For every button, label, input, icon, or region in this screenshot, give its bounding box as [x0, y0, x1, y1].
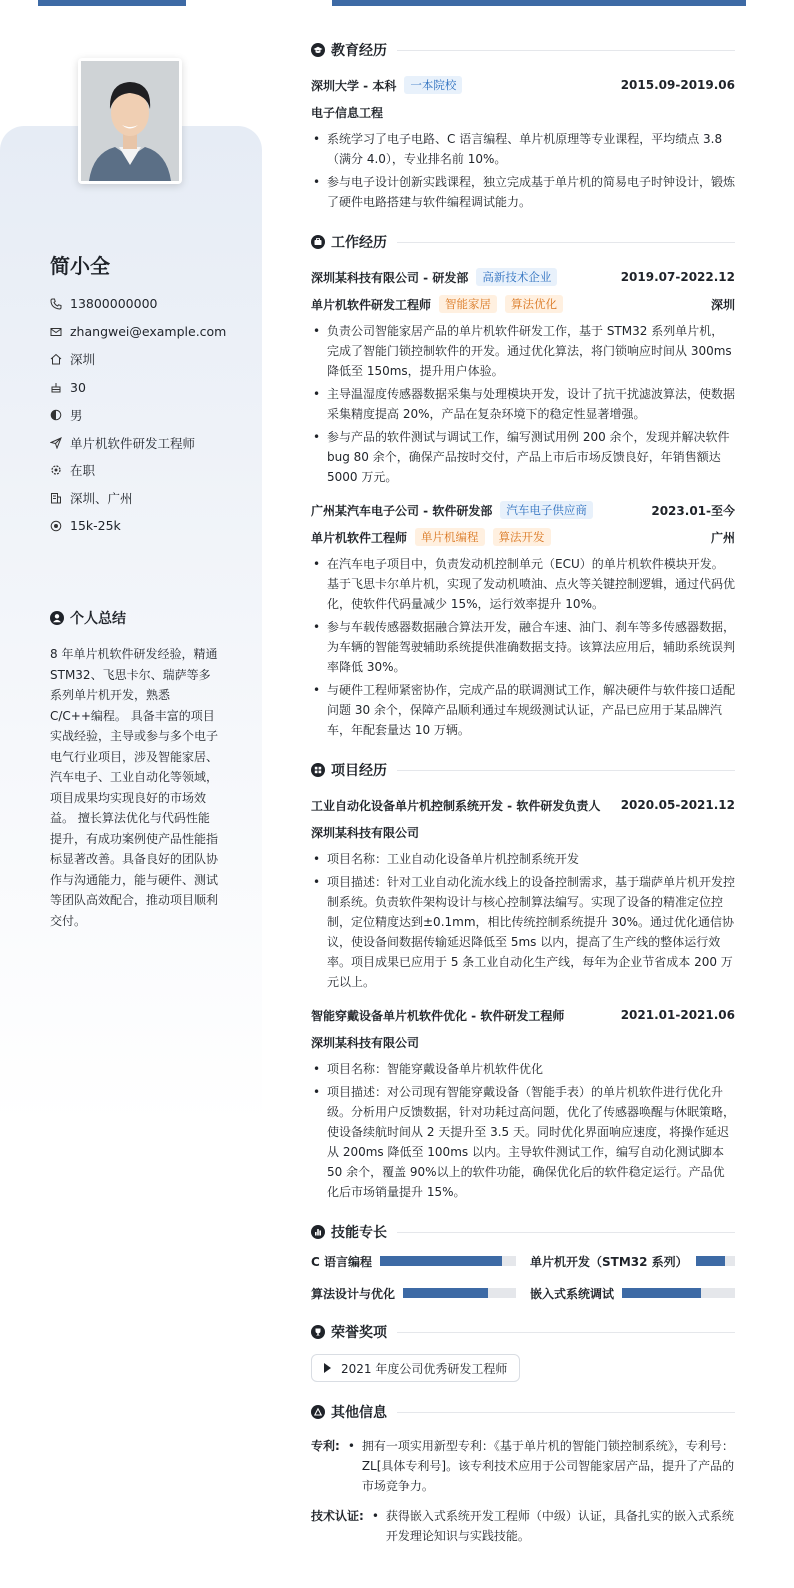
info-text: 30: [70, 379, 86, 395]
skill-item: [311, 1252, 516, 1270]
status-icon: [50, 464, 62, 476]
skill-item: [530, 1284, 735, 1302]
skill-label: 单片机开发（STM32 系列）: [530, 1254, 688, 1269]
other-row-patent: [311, 1436, 735, 1496]
list-item: • 负责公司智能家居产品的单片机软件研发工作，基于 STM32 系列单片机，完成了智能门锁控制软件的开发。通过优化算法，将门锁响应时间从 300ms 降低至 150ms，提升用户体验。: [311, 321, 735, 381]
avatar-photo: [81, 61, 179, 181]
top-accent-bar-left: [38, 0, 186, 6]
skill-tag: 智能家居: [439, 295, 497, 313]
project-entry: [311, 794, 735, 992]
skill-bar: [403, 1288, 516, 1298]
company-tag: 汽车电子供应商: [500, 501, 593, 519]
education-heading: [311, 38, 735, 62]
skill-item: [530, 1252, 735, 1270]
info-icon: [311, 1405, 325, 1419]
top-accent-bar-right: [332, 0, 746, 6]
user-icon: [50, 611, 64, 625]
section-divider: [397, 242, 735, 243]
skill-bar: [696, 1256, 735, 1266]
award-text: 2021 年度公司优秀研发工程师: [341, 1361, 508, 1376]
project-bullets: [311, 1059, 735, 1202]
skill-label: 算法设计与优化: [311, 1286, 396, 1301]
info-city: [50, 346, 250, 374]
gender-icon: [50, 409, 62, 421]
briefcase-icon: [311, 235, 325, 249]
other-key: 专利:: [311, 1439, 340, 1453]
info-gender: [50, 401, 250, 429]
skill-label: C 语言编程: [311, 1254, 372, 1269]
section-divider: [397, 1332, 735, 1333]
info-status: [50, 457, 250, 485]
mail-icon: [50, 326, 62, 338]
main-content: [311, 38, 735, 1546]
list-item: • 项目名称：智能穿戴设备单片机软件优化: [311, 1059, 735, 1079]
entry-header: [311, 266, 735, 288]
entry-subrow: [311, 293, 735, 315]
info-age: [50, 373, 250, 401]
info-text: 深圳: [70, 352, 96, 368]
project-name: 工业自动化设备单片机控制系统开发 - 软件研发负责人: [311, 798, 601, 813]
section-title: 工作经历: [331, 235, 387, 251]
projects-heading: [311, 758, 735, 782]
entry-date: 2021.01-2021.06: [620, 1008, 735, 1022]
skill-label: 嵌入式系统调试: [530, 1286, 615, 1301]
list-item: • 系统学习了电子电路、C 语言编程、单片机原理等专业课程，平均绩点 3.8（满分 4.0），专业排名前 10%。: [311, 129, 735, 169]
skill-bar-fill: [696, 1256, 726, 1266]
project-company: 深圳某科技有限公司: [311, 1035, 420, 1050]
section-title: 荣誉奖项: [331, 1325, 387, 1341]
work-heading: [311, 230, 735, 254]
list-item: • 项目名称：工业自动化设备单片机控制系统开发: [311, 849, 735, 869]
list-item: • 项目描述：针对工业自动化流水线上的设备控制需求，基于瑞萨单片机开发控制系统。负责软件架构设计与核心控制算法编写。实现了设备的精准定位控制，定位精度达到±0.1mm，相比传统控制系统提升 30%。通过优化通信协议，使设备间数据传输延迟降低至 5ms 以内，提高了生产线的整体运行效率。项目成果已应用于 5 条工业自动化生产线，每年为企业节省成本 200 万元以上。: [311, 872, 735, 992]
company-name: 深圳某科技有限公司 - 研发部: [311, 270, 469, 285]
section-title: 教育经历: [331, 43, 387, 59]
education-entry: [311, 74, 735, 212]
summary-heading: [50, 608, 126, 628]
info-phone: [50, 290, 250, 318]
entry-date: 2023.01-至今: [651, 503, 735, 518]
list-item: • 参与产品的软件测试与调试工作，编写测试用例 200 余个，发现并解决软件 bug 80 余个，确保产品按时交付，产品上市后市场反馈良好，年销售额达 5000 万元。: [311, 427, 735, 487]
contact-info-list: [50, 290, 250, 540]
skills-grid: [311, 1252, 735, 1302]
salary-icon: [50, 520, 62, 532]
entry-header: [311, 1004, 735, 1026]
other-row-cert: [311, 1506, 735, 1546]
award-chip[interactable]: [311, 1354, 520, 1382]
entry-subrow: [311, 1031, 735, 1053]
other-heading: [311, 1400, 735, 1424]
profile-name: 简小全: [50, 254, 110, 278]
send-icon: [50, 437, 62, 449]
trophy-icon: [311, 1325, 325, 1339]
job-entry: [311, 266, 735, 487]
grid-icon: [311, 763, 325, 777]
section-title: 技能专长: [331, 1225, 387, 1241]
graduation-cap-icon: [311, 43, 325, 57]
info-text: 单片机软件研发工程师: [70, 435, 196, 451]
role-name: 单片机软件工程师: [311, 530, 408, 545]
section-divider: [397, 1232, 735, 1233]
info-salary: [50, 512, 250, 540]
entry-date: 2019.07-2022.12: [620, 270, 735, 284]
skill-bar: [380, 1256, 516, 1266]
entry-subrow: [311, 526, 735, 548]
info-email: [50, 318, 250, 346]
cake-icon: [50, 381, 62, 393]
role-name: 单片机软件研发工程师: [311, 297, 432, 312]
summary-text: 8 年单片机软件研发经验，精通 STM32、飞思卡尔、瑞萨等多系列单片机开发，熟悉 C/C++编程。 具备丰富的项目实战经验，主导或参与多个电子电气行业项目，涉及智能家居、汽车电子、工业自动化等领域，项目成果均实现良好的市场效益。 擅长算法优化与代码性能提升，有成功案例使产品性能指标显著改善。具备良好的团队协作与沟通能力，能与硬件、测试等团队高效配合，推动项目顺利交付。: [50, 647, 219, 928]
project-bullets: [311, 849, 735, 992]
section-divider: [397, 50, 735, 51]
skill-tag: 算法优化: [505, 295, 563, 313]
info-position: [50, 429, 250, 457]
building-icon: [50, 492, 62, 504]
skill-item: [311, 1284, 516, 1302]
skill-tag: 算法开发: [493, 528, 551, 546]
list-item: • 项目描述：对公司现有智能穿戴设备（智能手表）的单片机软件进行优化升级。分析用户反馈数据，针对功耗过高问题，优化了传感器唤醒与休眠策略，使设备续航时间从 2 天提升至 3.5 天。同时优化界面响应速度，将操作延迟从 200ms 降低至 100ms 以内。主导软件测试工作，编写自动化测试脚本 50 余个，覆盖 90%以上的软件功能，确保优化后的软件稳定运行。产品优化后市场销量提升 15%。: [311, 1082, 735, 1202]
home-icon: [50, 353, 62, 365]
other-value: • 获得嵌入式系统开发工程师（中级）认证，具备扎实的嵌入式系统开发理论知识与实践技能。: [368, 1506, 735, 1546]
project-company: 深圳某科技有限公司: [311, 825, 420, 840]
bar-chart-icon: [311, 1225, 325, 1239]
phone-icon: [50, 298, 62, 310]
list-item: • 主导温湿度传感器数据采集与处理模块开发，设计了抗干扰滤波算法，使数据采集精度提高 20%，产品在复杂环境下的稳定性显著增强。: [311, 384, 735, 424]
job-entry: [311, 499, 735, 740]
info-text: zhangwei@example.com: [70, 324, 227, 340]
list-item: • 与硬件工程师紧密协作，完成产品的联调测试工作，解决硬件与软件接口适配问题 30 余个，保障产品顺利通过车规级测试认证，产品已应用于某品牌汽车，年配套量达 10 万辆。: [311, 680, 735, 740]
skill-bar-fill: [622, 1288, 701, 1298]
list-item: • 在汽车电子项目中，负责发动机控制单元（ECU）的单片机软件模块开发。基于飞思卡尔单片机，实现了发动机喷油、点火等关键控制逻辑，通过代码优化，使软件代码量减少 15%，运行效率提升 10%。: [311, 554, 735, 614]
company-tag: 高新技术企业: [476, 268, 557, 286]
section-divider: [397, 1412, 735, 1413]
play-icon: [324, 1363, 331, 1373]
job-bullets: [311, 321, 735, 487]
entry-header: [311, 499, 735, 521]
project-entry: [311, 1004, 735, 1202]
school-name: 深圳大学 - 本科: [311, 78, 397, 93]
entry-date: 2015.09-2019.06: [620, 78, 735, 92]
skill-bar-fill: [403, 1288, 488, 1298]
skill-bar-fill: [380, 1256, 502, 1266]
job-city: 深圳: [710, 297, 735, 312]
other-value: • 拥有一项实用新型专利：《基于单片机的智能门锁控制系统》，专利号：ZL[具体专利号]。该专利技术应用于公司智能家居产品，提升了产品的市场竞争力。: [344, 1436, 735, 1496]
entry-subrow: [311, 101, 735, 123]
entry-date: 2020.05-2021.12: [620, 798, 735, 812]
skill-bar: [622, 1288, 735, 1298]
entry-header: [311, 794, 735, 816]
summary-title: 个人总结: [70, 611, 126, 627]
info-text: 15k-25k: [70, 518, 121, 534]
major-name: 电子信息工程: [311, 105, 384, 120]
school-tag: 一本院校: [404, 76, 462, 94]
section-title: 其他信息: [331, 1405, 387, 1421]
info-text: 男: [70, 407, 83, 423]
education-bullets: [311, 129, 735, 212]
project-name: 智能穿戴设备单片机软件优化 - 软件研发工程师: [311, 1008, 565, 1023]
section-divider: [397, 770, 735, 771]
skill-tag: 单片机编程: [415, 528, 485, 546]
info-work-cities: [50, 484, 250, 512]
avatar: [78, 58, 182, 184]
job-city: 广州: [710, 530, 735, 545]
job-bullets: [311, 554, 735, 740]
list-item: • 参与电子设计创新实践课程，独立完成基于单片机的简易电子时钟设计，锻炼了硬件电路搭建与软件编程调试能力。: [311, 172, 735, 212]
skills-heading: [311, 1220, 735, 1244]
info-text: 13800000000: [70, 296, 158, 312]
list-item: • 参与车载传感器数据融合算法开发，融合车速、油门、刹车等多传感器数据，为车辆的智能驾驶辅助系统提供准确数据支持。该算法应用后，辅助系统误判率降低 30%。: [311, 617, 735, 677]
entry-subrow: [311, 821, 735, 843]
other-key: 技术认证:: [311, 1509, 364, 1523]
info-text: 在职: [70, 463, 96, 479]
honors-heading: [311, 1320, 735, 1344]
info-text: 深圳、广州: [70, 491, 133, 507]
section-title: 项目经历: [331, 763, 387, 779]
entry-header: [311, 74, 735, 96]
company-name: 广州某汽车电子公司 - 软件研发部: [311, 503, 493, 518]
